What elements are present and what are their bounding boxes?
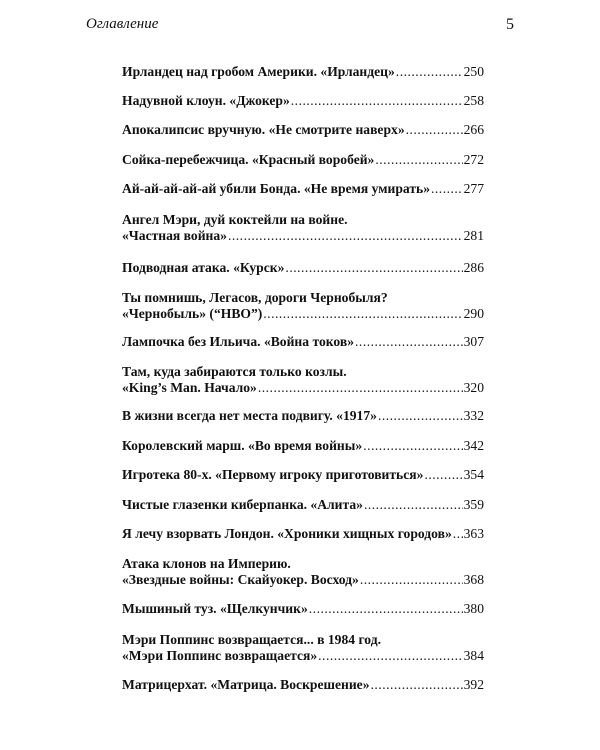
entry-title: Лампочка без Ильича. «Война токов» — [122, 334, 355, 349]
entry-title-line1: Мэри Поппинс возвращается... в 1984 год. — [122, 632, 381, 647]
entry-page: 307 — [463, 334, 484, 349]
leader-dots — [285, 260, 462, 276]
toc-entry[interactable] — [122, 467, 484, 483]
entry-page: 286 — [463, 260, 484, 275]
entry-title: Ай-ай-ай-ай-ай убили Бонда. «Не время умирать» — [122, 181, 430, 196]
entry-page: 354 — [463, 467, 484, 482]
toc-entry[interactable] — [122, 556, 484, 588]
entry-title: «King’s Man. Начало» — [122, 380, 257, 395]
entry-title: «Мэри Поппинс возвращается» — [122, 648, 318, 663]
entry-title: Игротека 80-х. «Первому игроку приготовиться» — [122, 467, 424, 482]
entry-page: 281 — [463, 228, 484, 243]
entry-title: Я лечу взорвать Лондон. «Хроники хищных городов» — [122, 526, 452, 541]
entry-title: Матрицерхат. «Матрица. Воскрешение» — [122, 677, 370, 692]
entry-title: Надувной клоун. «Джокер» — [122, 93, 290, 108]
leader-dots — [355, 334, 463, 350]
entry-page: 359 — [463, 497, 484, 512]
leader-dots — [396, 64, 463, 80]
entry-title: «Звездные войны: Скайуокер. Восход» — [122, 572, 359, 587]
entry-title: Мышиный туз. «Щелкунчик» — [122, 601, 308, 616]
entry-title-line1: Там, куда забираются только козлы. — [122, 364, 347, 379]
entry-page: 250 — [463, 64, 484, 79]
toc-entry[interactable] — [122, 334, 484, 350]
leader-dots — [431, 181, 463, 197]
running-title: Оглавление — [86, 16, 159, 32]
entry-title: Королевский марш. «Во время войны» — [122, 438, 363, 453]
leader-dots — [424, 467, 462, 483]
toc-entry[interactable] — [122, 260, 484, 276]
entry-title: Ирландец над гробом Америки. «Ирландец» — [122, 64, 395, 79]
entry-title-line1: Атака клонов на Империю. — [122, 556, 291, 571]
leader-dots — [291, 93, 463, 109]
leader-dots — [453, 526, 463, 542]
toc-entry[interactable] — [122, 152, 484, 168]
leader-dots — [406, 122, 463, 138]
entry-page: 266 — [463, 122, 484, 137]
leader-dots — [378, 408, 463, 424]
entry-page: 258 — [463, 93, 484, 108]
toc-entry[interactable] — [122, 290, 484, 322]
page-header — [86, 16, 514, 40]
entry-title-line1: Ангел Мэри, дуй коктейли на войне. — [122, 212, 348, 227]
leader-dots — [258, 380, 463, 396]
leader-dots — [364, 497, 463, 513]
toc-entry[interactable] — [122, 93, 484, 109]
entry-page: 332 — [463, 408, 484, 423]
toc-entry[interactable] — [122, 364, 484, 396]
leader-dots — [363, 438, 462, 454]
leader-dots — [371, 677, 463, 693]
leader-dots — [228, 228, 463, 244]
entry-page: 277 — [463, 181, 484, 196]
entry-page: 384 — [463, 648, 484, 663]
leader-dots — [309, 601, 463, 617]
toc-entry[interactable] — [122, 64, 484, 80]
toc-entry[interactable] — [122, 408, 484, 424]
entry-page: 368 — [463, 572, 484, 587]
leader-dots — [263, 306, 462, 322]
toc-entry[interactable] — [122, 122, 484, 138]
toc-entry[interactable] — [122, 601, 484, 617]
entry-page: 342 — [463, 438, 484, 453]
toc-entry[interactable] — [122, 677, 484, 693]
entry-title: Апокалипсис вручную. «Не смотрите наверх» — [122, 122, 405, 137]
toc-entry[interactable] — [122, 181, 484, 197]
toc-entry[interactable] — [122, 526, 484, 542]
toc-entry[interactable] — [122, 497, 484, 513]
entry-page: 320 — [463, 380, 484, 395]
entry-title: В жизни всегда нет места подвигу. «1917» — [122, 408, 377, 423]
entry-title: Сойка-перебежчица. «Красный воробей» — [122, 152, 375, 167]
toc-entry[interactable] — [122, 632, 484, 664]
leader-dots — [318, 648, 462, 664]
entry-page: 272 — [463, 152, 484, 167]
leader-dots — [375, 152, 462, 168]
entry-page: 380 — [463, 601, 484, 616]
entry-title: Подводная атака. «Курск» — [122, 260, 285, 275]
leader-dots — [360, 572, 463, 588]
entry-title-line1: Ты помнишь, Легасов, дороги Чернобыля? — [122, 290, 388, 305]
entry-page: 392 — [463, 677, 484, 692]
toc-entry[interactable] — [122, 212, 484, 244]
entry-title: «Чернобыль» (“HBO”) — [122, 306, 263, 321]
entry-page: 363 — [463, 526, 484, 541]
entry-page: 290 — [463, 306, 484, 321]
toc-entry[interactable] — [122, 438, 484, 454]
entry-title: «Частная война» — [122, 228, 227, 243]
entry-title: Чистые глазенки киберпанка. «Алита» — [122, 497, 363, 512]
page-number: 5 — [506, 16, 514, 33]
